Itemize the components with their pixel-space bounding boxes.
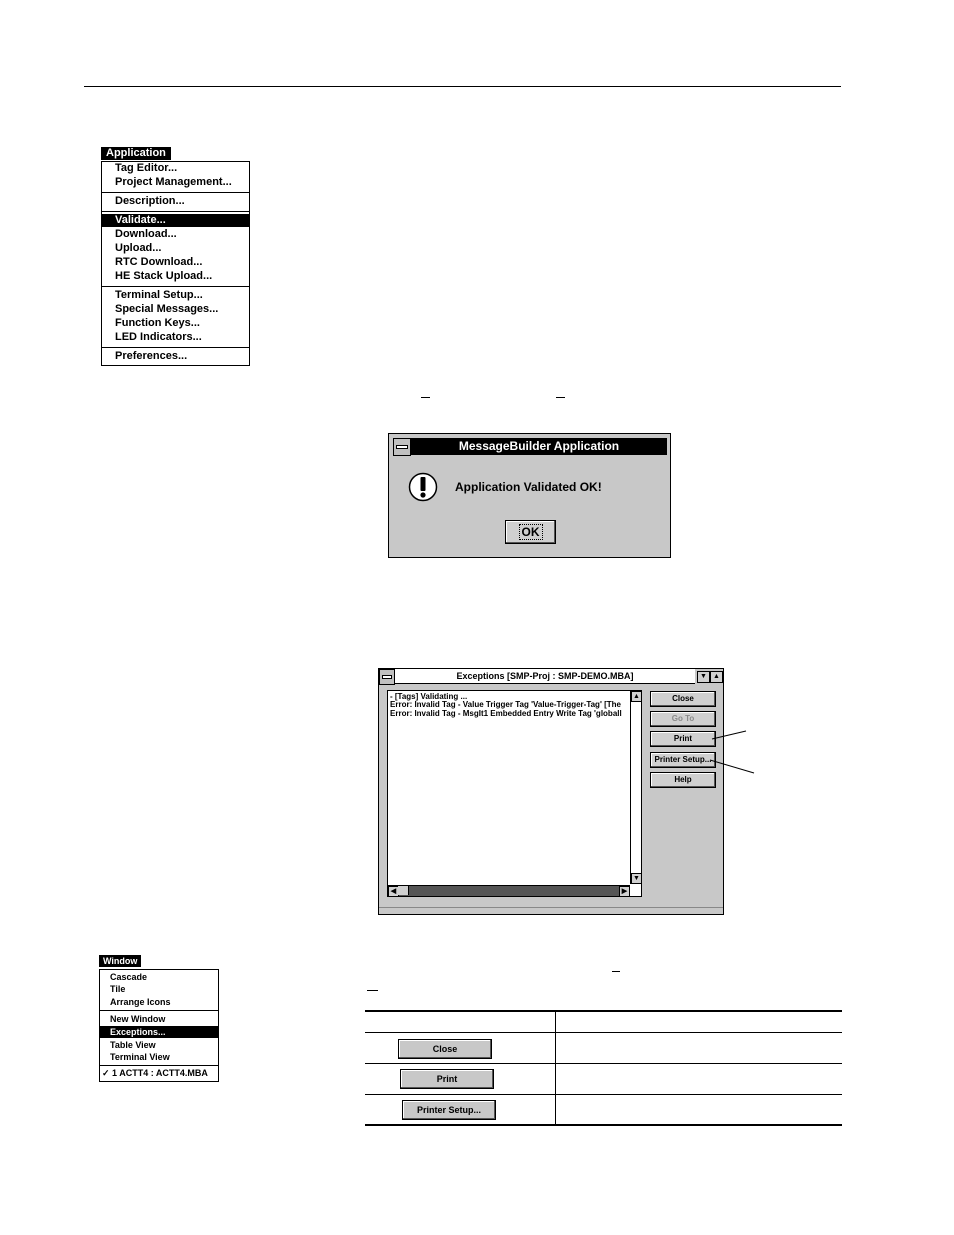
exceptions-window-title: Exceptions [SMP-Proj : SMP-DEMO.MBA] — [395, 669, 695, 684]
window-menu — [99, 951, 219, 1082]
exceptions-list[interactable] — [387, 690, 642, 897]
dialog-title: MessageBuilder Application — [411, 438, 667, 455]
help-button[interactable]: Help — [650, 772, 716, 788]
menu-item-table-view[interactable]: Table View — [110, 1040, 156, 1050]
system-menu-box[interactable] — [379, 669, 395, 685]
menu-item-validate[interactable]: Validate... — [102, 214, 249, 227]
exceptions-window — [378, 668, 724, 915]
table-row-rule — [365, 1063, 842, 1064]
menu-item-open-window-1[interactable]: ✓ 1 ACTT4 : ACTT4.MBA — [102, 1068, 208, 1078]
table-printer-setup-button: Printer Setup... — [402, 1100, 496, 1120]
window-menu-title[interactable]: Window — [99, 955, 141, 967]
callout-lines — [700, 725, 760, 775]
menu-item-tile[interactable]: Tile — [110, 984, 126, 994]
underline-mark — [421, 397, 430, 398]
menu-item-description[interactable]: Description... — [115, 195, 185, 207]
table-bottom-rule — [365, 1124, 842, 1126]
scroll-up-icon[interactable]: ▲ — [631, 691, 642, 702]
menu-separator — [102, 347, 249, 348]
window-menu-dropdown — [99, 969, 219, 1082]
minimize-button[interactable]: ▼ — [697, 671, 710, 683]
table-column-divider — [555, 1011, 556, 1125]
menu-item-arrange-icons[interactable]: Arrange Icons — [110, 997, 171, 1007]
menu-item-exceptions[interactable]: Exceptions... — [100, 1026, 218, 1038]
ok-button[interactable] — [505, 520, 556, 544]
maximize-button[interactable]: ▲ — [710, 671, 723, 683]
exception-line: - [Tags] Validating ... — [390, 692, 468, 701]
exception-line: Error: Invalid Tag - MsgIt1 Embedded Entry Write Tag 'globall — [390, 709, 622, 718]
menu-item-terminal-view[interactable]: Terminal View — [110, 1052, 170, 1062]
menu-item-led-indicators[interactable]: LED Indicators... — [115, 331, 202, 343]
goto-button[interactable]: Go To — [650, 711, 716, 727]
validation-dialog — [388, 433, 671, 558]
menu-item-project-management[interactable]: Project Management... — [115, 176, 232, 188]
scroll-right-icon[interactable]: ▶ — [619, 886, 630, 897]
ok-button-label: OK — [519, 524, 543, 540]
scroll-left-icon[interactable]: ◀ — [388, 886, 399, 897]
menu-item-function-keys[interactable]: Function Keys... — [115, 317, 200, 329]
menu-item-he-stack-upload[interactable]: HE Stack Upload... — [115, 270, 213, 282]
vertical-scrollbar[interactable] — [630, 691, 641, 884]
underline-mark — [556, 397, 565, 398]
printer-setup-button[interactable]: Printer Setup... — [650, 752, 716, 768]
table-top-rule — [365, 1010, 842, 1012]
system-menu-bar — [382, 675, 392, 679]
menu-item-cascade[interactable]: Cascade — [110, 972, 148, 982]
menu-item-upload[interactable]: Upload... — [115, 242, 162, 254]
menu-separator — [100, 1010, 218, 1011]
scroll-down-icon[interactable]: ▼ — [631, 873, 642, 884]
application-menu-dropdown — [101, 161, 250, 366]
scroll-thumb[interactable] — [398, 886, 409, 895]
table-row-rule — [365, 1094, 842, 1095]
menu-item-rtc-download[interactable]: RTC Download... — [115, 256, 203, 268]
underline-mark — [367, 990, 378, 991]
menu-item-terminal-setup[interactable]: Terminal Setup... — [115, 289, 203, 301]
exclamation-icon — [408, 472, 438, 502]
menu-item-tag-editor[interactable]: Tag Editor... — [115, 162, 178, 174]
print-button[interactable]: Print — [650, 731, 716, 747]
horizontal-scrollbar[interactable] — [388, 885, 630, 896]
system-menu-box[interactable] — [393, 438, 411, 456]
table-close-button: Close — [398, 1039, 492, 1059]
status-bar — [379, 907, 723, 914]
menu-item-download[interactable]: Download... — [115, 228, 177, 240]
exception-line: Error: Invalid Tag - Value Trigger Tag 'Value-Trigger-Tag' [The — [390, 700, 621, 709]
table-print-button: Print — [400, 1069, 494, 1089]
underline-mark — [612, 971, 620, 972]
close-button[interactable]: Close — [650, 691, 716, 707]
menu-separator — [102, 192, 249, 193]
application-menu-title[interactable]: Application — [101, 147, 171, 160]
menu-separator — [100, 1065, 218, 1066]
menu-item-special-messages[interactable]: Special Messages... — [115, 303, 219, 315]
table-header-rule — [365, 1032, 842, 1033]
menu-item-preferences[interactable]: Preferences... — [115, 350, 188, 362]
menu-separator — [102, 211, 249, 212]
system-menu-bar — [396, 445, 408, 449]
menu-item-new-window[interactable]: New Window — [110, 1014, 166, 1024]
menu-separator — [102, 286, 249, 287]
application-menu — [101, 143, 250, 366]
page-top-rule — [84, 86, 841, 87]
dialog-message: Application Validated OK! — [455, 480, 602, 494]
